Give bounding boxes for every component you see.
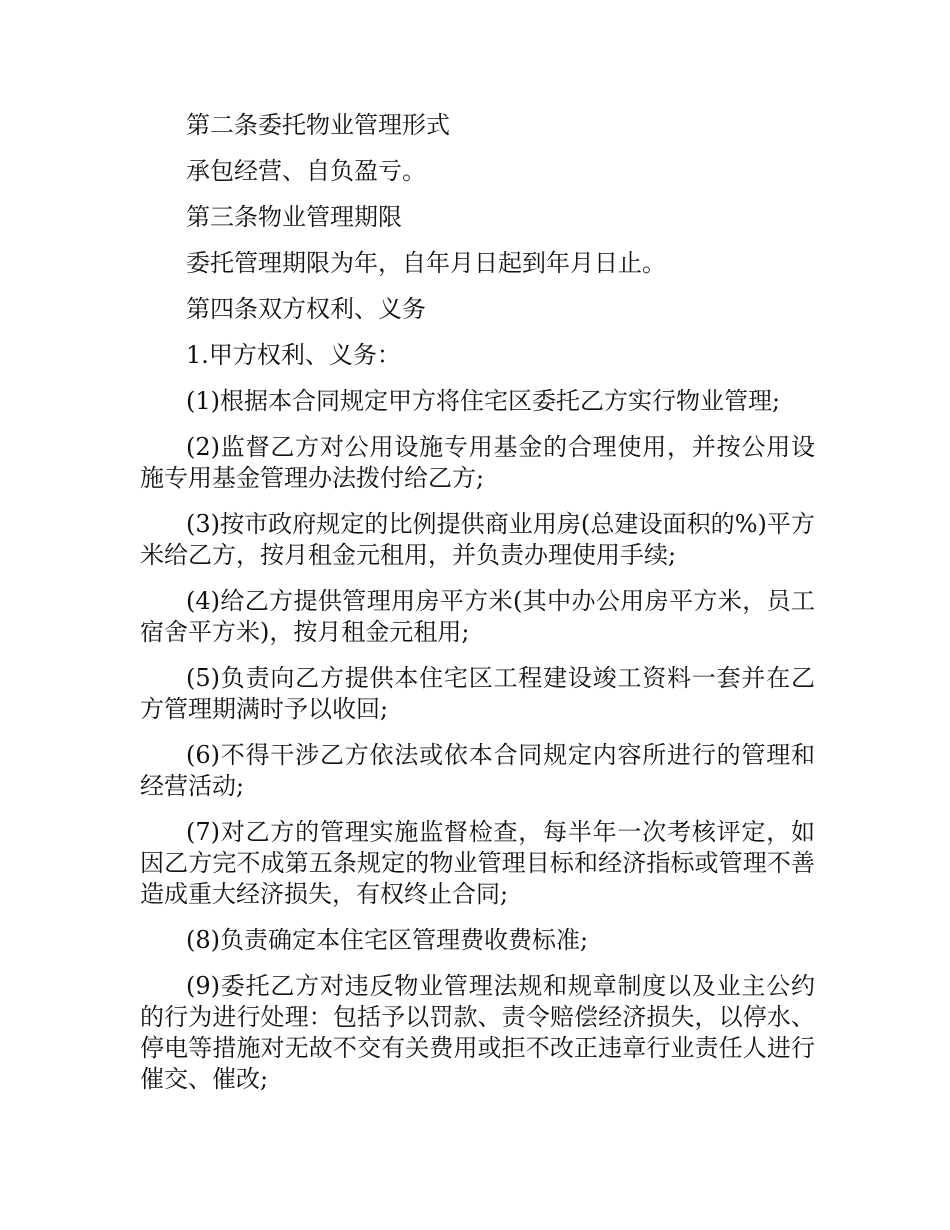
- paragraph: 承包经营、自负盈亏。: [186, 157, 426, 185]
- list-item: (8)负责确定本住宅区管理费收费标准;: [186, 926, 589, 954]
- subheading: 1.甲方权利、义务：: [186, 341, 401, 369]
- document-page: [140, 110, 815, 1110]
- paragraph: 委托管理期限为年，自年月日起到年月日止。: [186, 249, 666, 277]
- heading-article-2: 第二条委托物业管理形式: [186, 111, 450, 139]
- list-item: (2)监督乙方对公用设施专用基金的合理使用，并按公用设施专用基金管理办法拨付给乙方;: [140, 433, 815, 492]
- heading-article-3: 第三条物业管理期限: [186, 203, 402, 231]
- heading-article-4: 第四条双方权利、义务: [186, 295, 426, 323]
- list-item: (4)给乙方提供管理用房平方米(其中办公用房平方米，员工宿舍平方米)，按月租金元租用;: [140, 587, 815, 646]
- list-item: (7)对乙方的管理实施监督检查，每半年一次考核评定，如因乙方完不成第五条规定的物业管理目标和经济指标或管理不善造成重大经济损失，有权终止合同;: [140, 818, 815, 908]
- list-item: (3)按市政府规定的比例提供商业用房(总建设面积的%)平方米给乙方，按月租金元租用，并负责办理使用手续;: [140, 510, 815, 569]
- list-item: (1)根据本合同规定甲方将住宅区委托乙方实行物业管理;: [186, 387, 781, 415]
- list-item: (9)委托乙方对违反物业管理法规和规章制度以及业主公约的行为进行处理：包括予以罚款、责令赔偿经济损失，以停水、停电等措施对无故不交有关费用或拒不改正违章行业责任人进行催交、催改;: [140, 972, 815, 1093]
- list-item: (6)不得干涉乙方依法或依本合同规定内容所进行的管理和经营活动;: [140, 741, 815, 800]
- list-item: (5)负责向乙方提供本住宅区工程建设竣工资料一套并在乙方管理期满时予以收回;: [140, 664, 815, 723]
